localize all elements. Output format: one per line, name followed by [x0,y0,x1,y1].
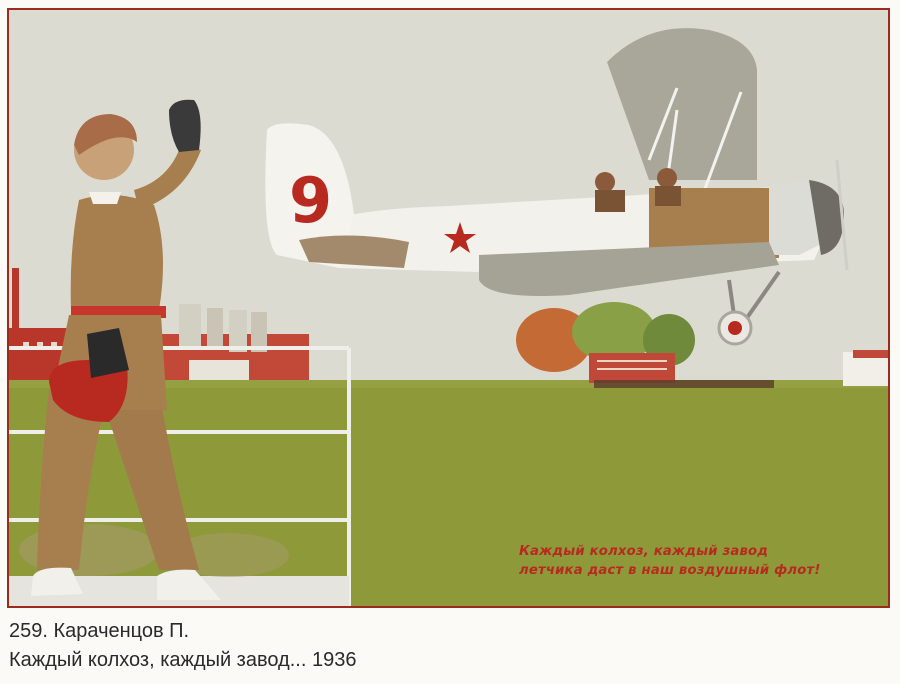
right-building [843,350,888,386]
tail-number: 9 [289,164,333,237]
poster-slogan [519,542,821,580]
crowd [594,380,774,388]
slogan-line-1: Каждый колхоз, каждый завод [519,544,769,559]
slogan-line-2: летчика даст в наш воздушный флот! [519,563,821,578]
caption-author: 259. Караченцов П. [9,620,190,642]
poster-artwork [7,8,890,608]
poster-illustration [9,10,888,606]
catalog-caption [9,617,356,675]
caption-title: Каждый колхоз, каждый завод... 1936 [9,649,357,671]
